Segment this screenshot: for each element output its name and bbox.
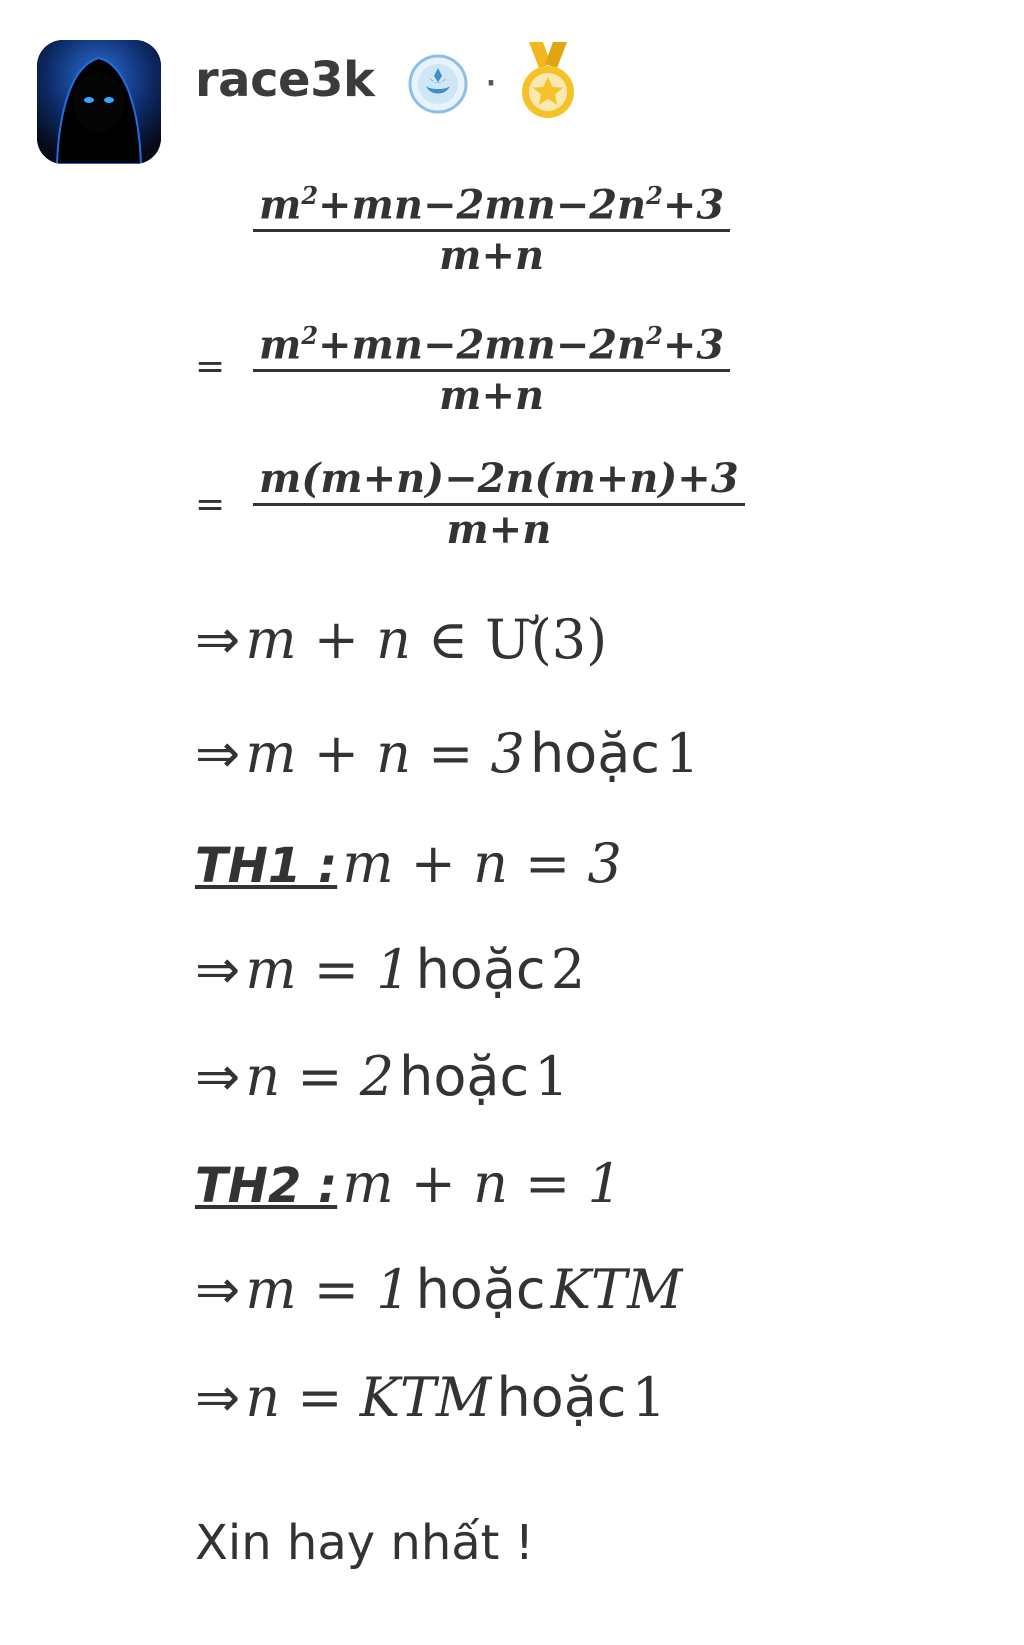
math-value: KTM (550, 1258, 683, 1321)
implies-arrow: ⇒ (195, 1045, 241, 1108)
avatar[interactable] (37, 40, 161, 164)
implies-arrow: ⇒ (195, 938, 241, 1001)
case-2-line (195, 1152, 622, 1215)
math-value: 1 (534, 1045, 569, 1108)
connector-word: hoặc (399, 1045, 530, 1108)
equals-sign: = (195, 484, 226, 525)
equals-sign: = (195, 345, 226, 387)
username[interactable]: race3k (195, 52, 375, 108)
step-line-5 (195, 1258, 682, 1321)
math-value: 2 (550, 938, 586, 1001)
fraction-line-1 (195, 172, 730, 280)
hooded-avatar-icon (37, 40, 161, 164)
fraction (253, 312, 730, 420)
numerator: $m^2+mn-2mn-2n^2+3$ (259, 181, 725, 229)
math-expression: m + n = 3 (342, 832, 622, 895)
implies-arrow: ⇒ (195, 1258, 241, 1321)
math-expression: m + n = 1 (342, 1152, 622, 1215)
step-line-3 (195, 938, 585, 1001)
gold-medal-icon (515, 42, 581, 122)
step-line-6 (195, 1366, 666, 1429)
implies-arrow: ⇒ (195, 608, 241, 671)
math-set: Ư(3) (485, 608, 608, 671)
separator-dot: · (484, 58, 498, 109)
denominator: m+n (446, 506, 552, 553)
fraction-line-2 (195, 312, 730, 420)
denominator: m+n (439, 372, 545, 420)
step-line-4 (195, 1045, 569, 1108)
math-expression: m = 1 (245, 1258, 411, 1321)
case-1-line (195, 832, 622, 895)
case-label: TH2 : (195, 1158, 338, 1214)
numerator: m(m+n)−2n(m+n)+3 (259, 455, 739, 502)
fraction-line-3 (195, 455, 745, 554)
numerator: $m^2+mn-2mn-2n^2+3$ (259, 321, 725, 369)
verified-badge-icon (406, 52, 470, 116)
math-value: 1 (665, 722, 700, 785)
math-expression: m + n ∈ (245, 608, 486, 671)
implies-arrow: ⇒ (195, 1366, 241, 1429)
implies-arrow: ⇒ (195, 722, 241, 785)
connector-word: hoặc (496, 1366, 627, 1429)
case-label: TH1 : (195, 838, 338, 894)
step-line-2 (195, 722, 699, 785)
math-expression: n = 2 (245, 1045, 395, 1108)
math-expression: n = KTM (245, 1366, 492, 1429)
math-expression: m = 1 (245, 938, 411, 1001)
connector-word: hoặc (415, 1258, 546, 1321)
step-line-1 (195, 608, 607, 671)
fraction (253, 172, 730, 280)
fraction (253, 455, 745, 554)
closing-text: Xin hay nhất ! (195, 1515, 534, 1571)
connector-word: hoặc (529, 722, 660, 785)
math-value: 1 (631, 1366, 666, 1429)
math-expression: m + n = 3 (245, 722, 525, 785)
denominator: m+n (439, 232, 545, 280)
connector-word: hoặc (415, 938, 546, 1001)
